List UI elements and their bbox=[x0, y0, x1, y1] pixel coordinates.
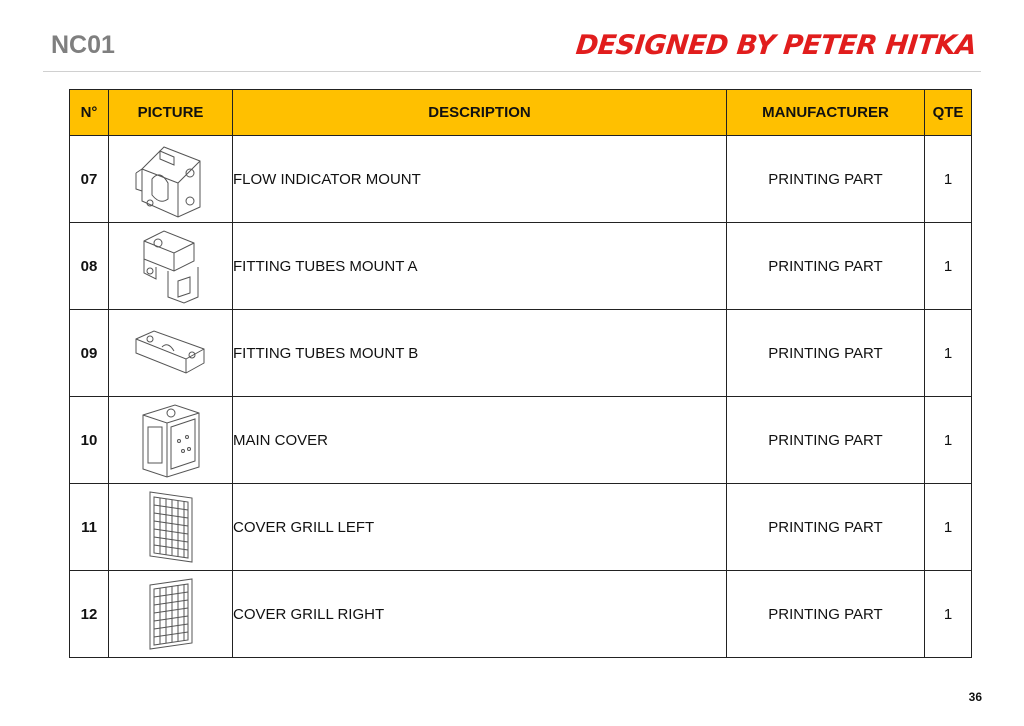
column-header-qte: QTE bbox=[925, 90, 972, 136]
document-code: NC01 bbox=[51, 31, 115, 59]
part-manufacturer: PRINTING PART bbox=[727, 136, 925, 223]
table-row bbox=[70, 571, 972, 658]
designer-credit: DESIGNED BY PETER HITKA bbox=[574, 30, 978, 61]
part-manufacturer: PRINTING PART bbox=[727, 223, 925, 310]
table-row bbox=[70, 136, 972, 223]
part-picture bbox=[109, 310, 233, 397]
cover-grill-right-drawing bbox=[146, 575, 196, 653]
part-description: FLOW INDICATOR MOUNT bbox=[233, 136, 727, 223]
page-number: 36 bbox=[968, 690, 982, 704]
part-number: 11 bbox=[70, 484, 109, 571]
part-description: MAIN COVER bbox=[233, 397, 727, 484]
cover-grill-left-drawing bbox=[146, 488, 196, 566]
part-picture bbox=[109, 223, 233, 310]
part-description: COVER GRILL RIGHT bbox=[233, 571, 727, 658]
part-manufacturer: PRINTING PART bbox=[727, 310, 925, 397]
fitting-tubes-mount-a-drawing bbox=[138, 227, 204, 305]
part-manufacturer: PRINTING PART bbox=[727, 484, 925, 571]
part-description: FITTING TUBES MOUNT A bbox=[233, 223, 727, 310]
part-quantity: 1 bbox=[925, 484, 972, 571]
part-quantity: 1 bbox=[925, 223, 972, 310]
fitting-tubes-mount-b-drawing bbox=[134, 327, 208, 379]
part-picture bbox=[109, 571, 233, 658]
column-header-description: DESCRIPTION bbox=[233, 90, 727, 136]
column-header-number: N° bbox=[70, 90, 109, 136]
parts-table bbox=[69, 89, 972, 658]
part-quantity: 1 bbox=[925, 571, 972, 658]
flow-indicator-mount-drawing bbox=[134, 139, 208, 219]
part-picture bbox=[109, 397, 233, 484]
column-header-picture: PICTURE bbox=[109, 90, 233, 136]
part-quantity: 1 bbox=[925, 136, 972, 223]
table-row bbox=[70, 397, 972, 484]
column-header-manufacturer: MANUFACTURER bbox=[727, 90, 925, 136]
part-manufacturer: PRINTING PART bbox=[727, 571, 925, 658]
part-quantity: 1 bbox=[925, 310, 972, 397]
table-header-row bbox=[70, 90, 972, 136]
part-number: 08 bbox=[70, 223, 109, 310]
part-number: 10 bbox=[70, 397, 109, 484]
part-picture bbox=[109, 136, 233, 223]
table-row bbox=[70, 310, 972, 397]
part-picture bbox=[109, 484, 233, 571]
part-description: COVER GRILL LEFT bbox=[233, 484, 727, 571]
part-manufacturer: PRINTING PART bbox=[727, 397, 925, 484]
part-quantity: 1 bbox=[925, 397, 972, 484]
table-row bbox=[70, 484, 972, 571]
main-cover-drawing bbox=[139, 401, 203, 479]
header-divider bbox=[43, 71, 981, 72]
table-row bbox=[70, 223, 972, 310]
part-number: 09 bbox=[70, 310, 109, 397]
part-description: FITTING TUBES MOUNT B bbox=[233, 310, 727, 397]
part-number: 07 bbox=[70, 136, 109, 223]
part-number: 12 bbox=[70, 571, 109, 658]
